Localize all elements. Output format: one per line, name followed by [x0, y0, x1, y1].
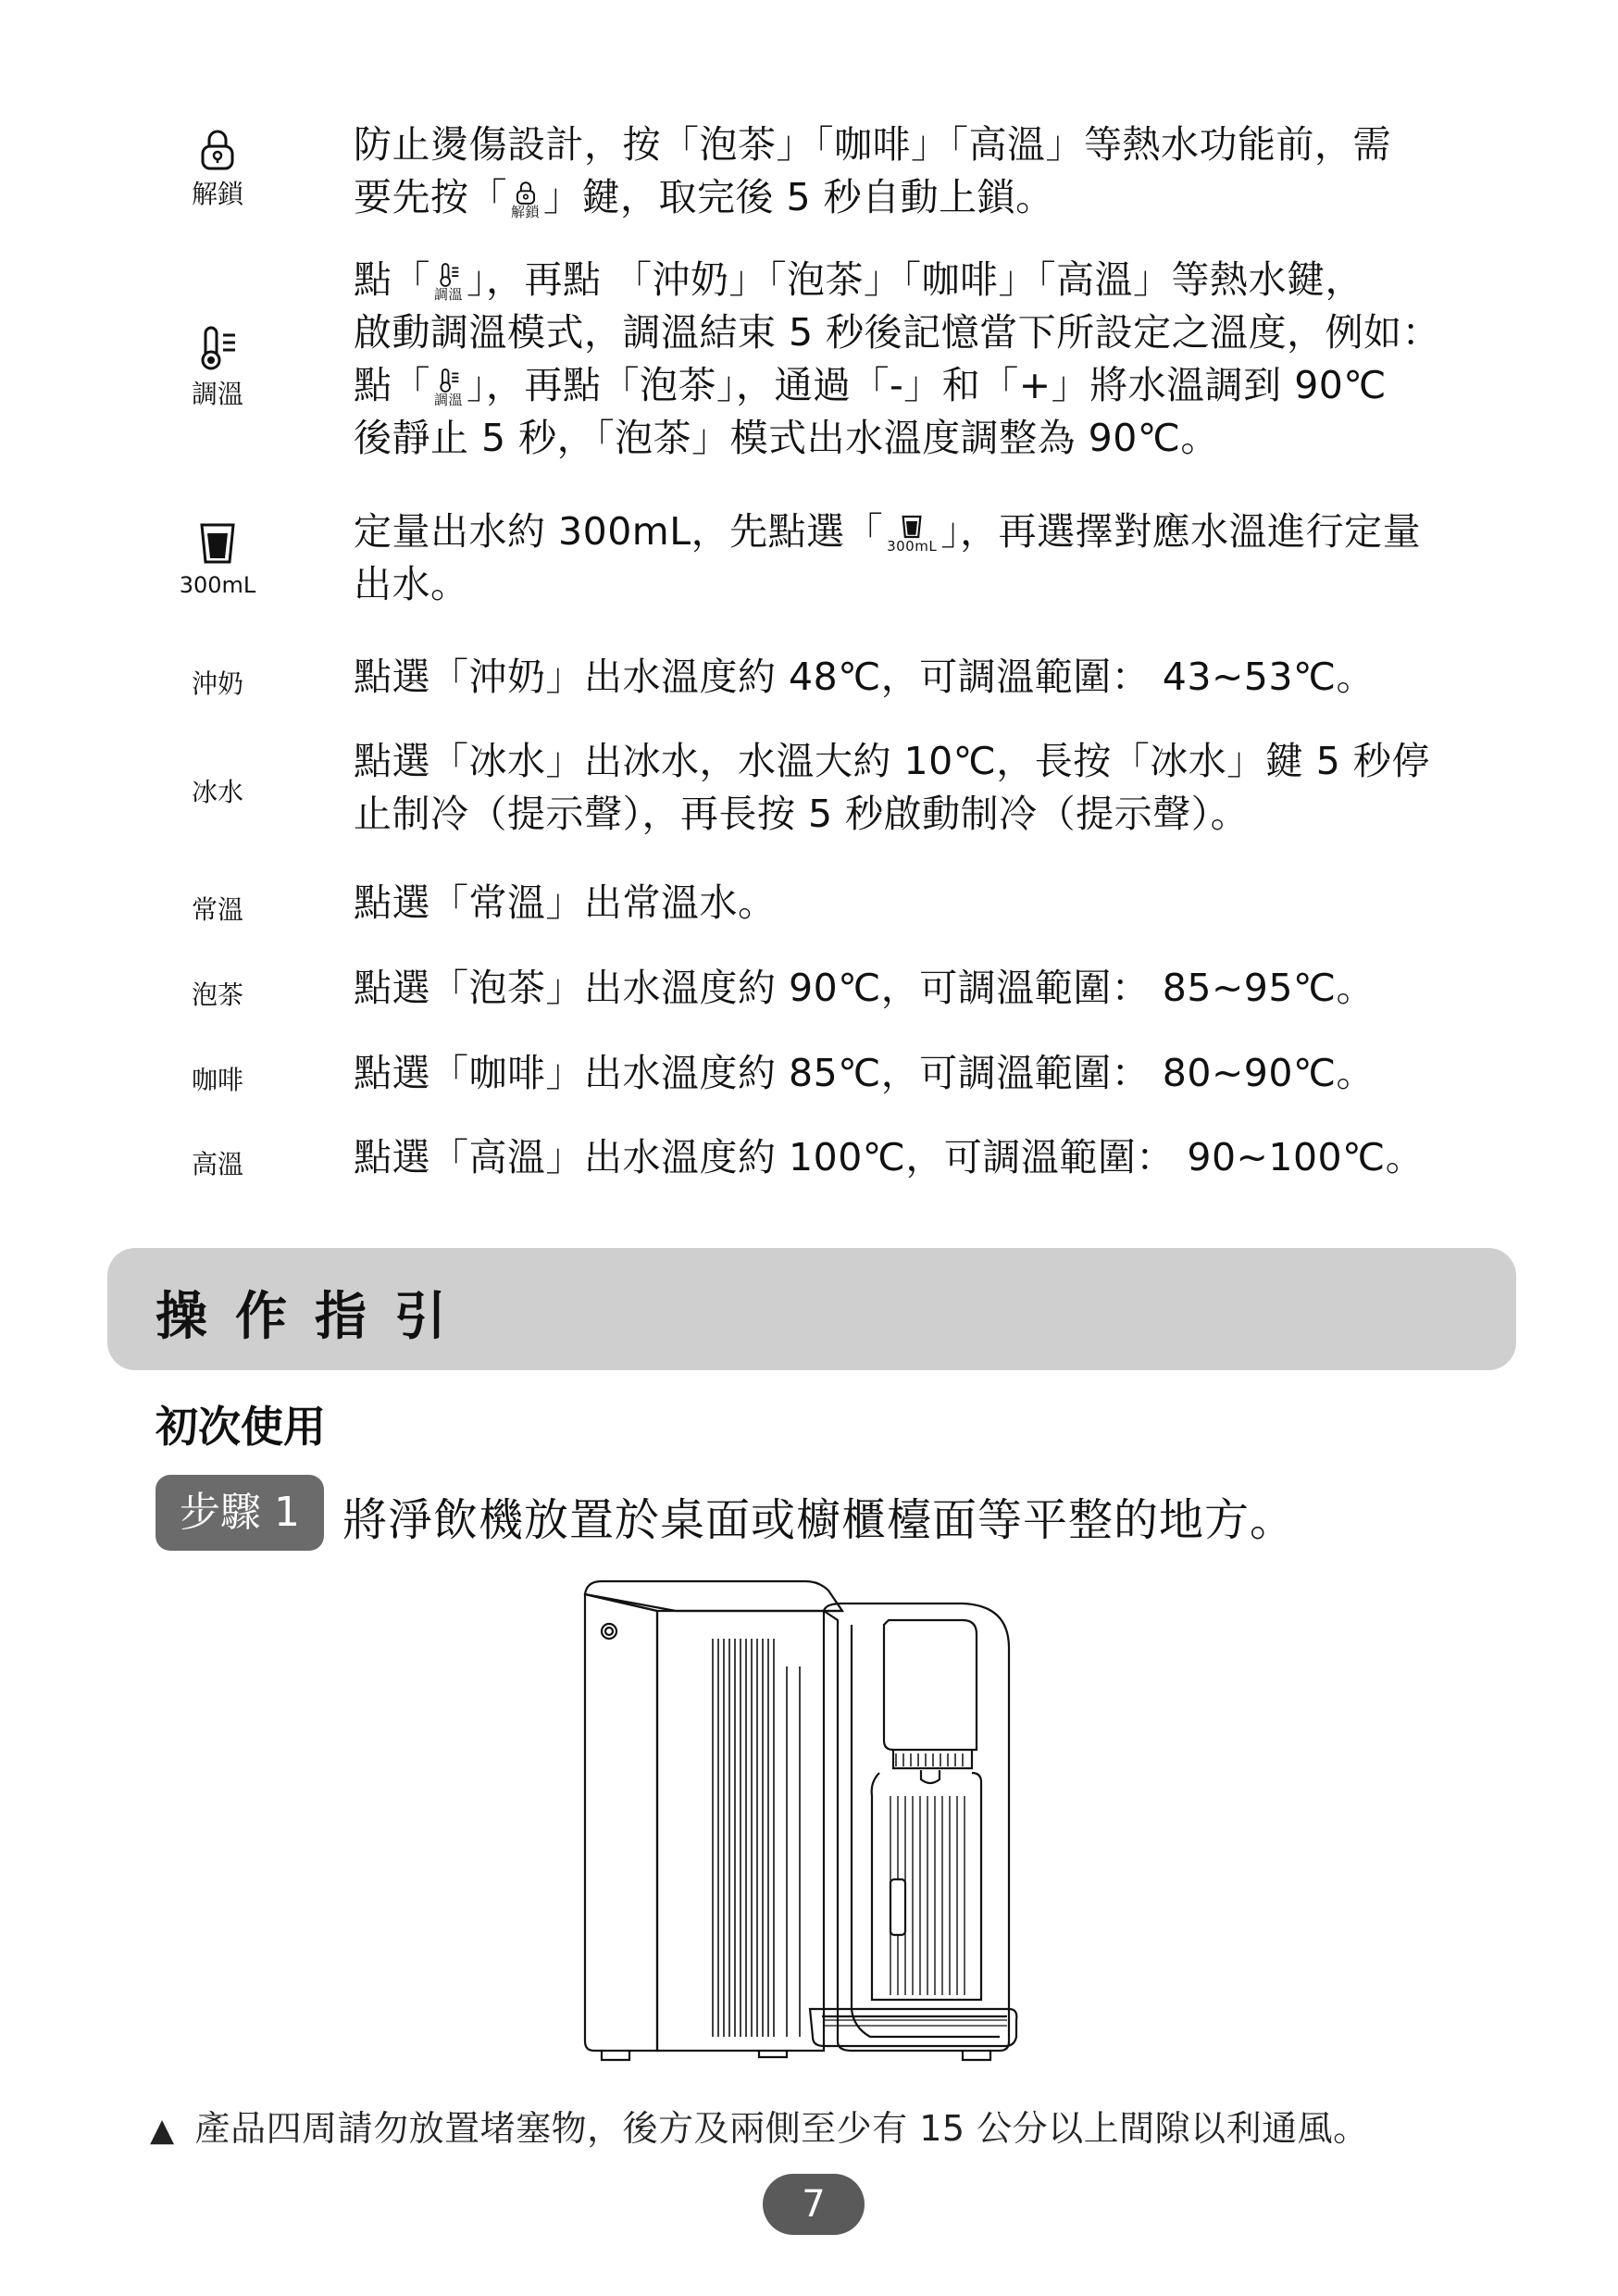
water-dispenser-illustration — [574, 1574, 1055, 2074]
desc-segment: 要先按「 — [354, 175, 507, 219]
feature-label-unlock — [139, 128, 296, 211]
inline-label: 解鎖 — [511, 204, 541, 220]
feature-desc-cold — [354, 735, 1464, 841]
feature-desc-coffee: 點選「咖啡」出水溫度約 85℃，可調溫範圍： 80~90℃。 — [354, 1051, 1375, 1095]
desc-segment: 」，再點「泡茶」，通過「-」和「+」將水溫調到 90℃ — [467, 363, 1387, 407]
desc-line — [354, 359, 1464, 412]
subheading: 初次使用 — [156, 1402, 326, 1452]
desc-line — [354, 254, 1464, 306]
thermometer-icon — [196, 326, 239, 370]
note-text: 產品四周請勿放置堵塞物，後方及兩側至少有 15 公分以上間隙以利通風。 — [194, 2108, 1369, 2149]
desc-segment: 點「 — [354, 257, 430, 302]
desc-line: 啟動調溫模式，調溫結束 5 秒後記憶當下所設定之溫度，例如： — [354, 310, 1441, 355]
thermometer-icon — [436, 368, 462, 393]
desc-line: 止制冷（提示聲），再長按 5 秒啟動制冷（提示聲）。 — [354, 792, 1250, 836]
desc-segment: 」鍵，取完後 5 秒自動上鎖。 — [543, 175, 1054, 219]
feature-label-coffee: 咖啡 — [191, 1065, 243, 1095]
feature-label-hot: 高溫 — [191, 1149, 243, 1179]
inline-adjust-temp-icon — [434, 368, 463, 407]
feature-desc-room-temp: 點選「常溫」出常溫水。 — [354, 880, 777, 925]
inline-cup-icon — [887, 515, 937, 554]
label-text: 調溫 — [191, 379, 243, 409]
desc-line: 防止燙傷設計，按「泡茶」「咖啡」「高溫」等熱水功能前，需 — [354, 122, 1391, 167]
desc-segment: 點「 — [354, 363, 430, 407]
desc-line: 後靜止 5 秒，「泡茶」模式出水溫度調整為 90℃。 — [354, 416, 1219, 460]
desc-segment: 」，再點 「沖奶」「泡茶」「咖啡」「高溫」等熱水鍵， — [467, 257, 1364, 302]
inline-label: 300mL — [887, 538, 938, 555]
section-title: 操作指引 — [156, 1287, 474, 1347]
feature-label-tea: 泡茶 — [191, 980, 243, 1010]
feature-desc-unlock — [354, 119, 1464, 224]
ventilation-note — [150, 2100, 1369, 2151]
feature-label-300ml — [139, 522, 296, 599]
cup-icon — [199, 522, 236, 565]
inline-unlock-icon — [511, 181, 540, 219]
desc-line — [354, 505, 1464, 558]
page-number: 7 — [763, 2174, 865, 2235]
feature-desc-tea: 點選「泡茶」出水溫度約 90℃，可調溫範圍： 85~95℃。 — [354, 966, 1375, 1010]
desc-segment: 」，再選擇對應水溫進行定量 — [940, 509, 1422, 554]
step-text: 將淨飲機放置於桌面或櫥櫃檯面等平整的地方。 — [342, 1494, 1296, 1546]
desc-line — [354, 171, 1464, 224]
lock-icon — [515, 181, 537, 205]
cup-icon — [902, 515, 922, 539]
feature-desc-300ml — [354, 505, 1464, 611]
section-banner — [107, 1248, 1516, 1370]
feature-label-cold: 冰水 — [191, 777, 243, 807]
thermometer-icon — [436, 263, 462, 287]
inline-label: 調溫 — [434, 286, 464, 303]
inline-adjust-temp-icon — [434, 263, 463, 302]
step-badge: 步驟 1 — [156, 1475, 324, 1551]
desc-line: 點選「冰水」出冰水，水溫大約 10℃，長按「冰水」鍵 5 秒停 — [354, 739, 1430, 783]
feature-desc-hot: 點選「高溫」出水溫度約 100℃，可調溫範圍： 90~100℃。 — [354, 1135, 1425, 1179]
desc-line: 出水。 — [354, 562, 469, 606]
warning-triangle-icon: ▲ — [150, 2112, 175, 2149]
feature-label-room-temp: 常溫 — [191, 894, 243, 925]
label-text: 解鎖 — [191, 179, 243, 209]
feature-label-adjust-temp — [139, 326, 296, 411]
feature-label-milk: 沖奶 — [191, 668, 243, 699]
feature-desc-milk: 點選「沖奶」出水溫度約 48℃，可調溫範圍： 43~53℃。 — [354, 655, 1375, 699]
feature-desc-adjust-temp — [354, 254, 1464, 465]
label-text: 300mL — [179, 572, 256, 598]
lock-icon — [199, 128, 236, 170]
inline-label: 調溫 — [434, 392, 464, 408]
desc-segment: 定量出水約 300mL，先點選「 — [354, 509, 884, 554]
